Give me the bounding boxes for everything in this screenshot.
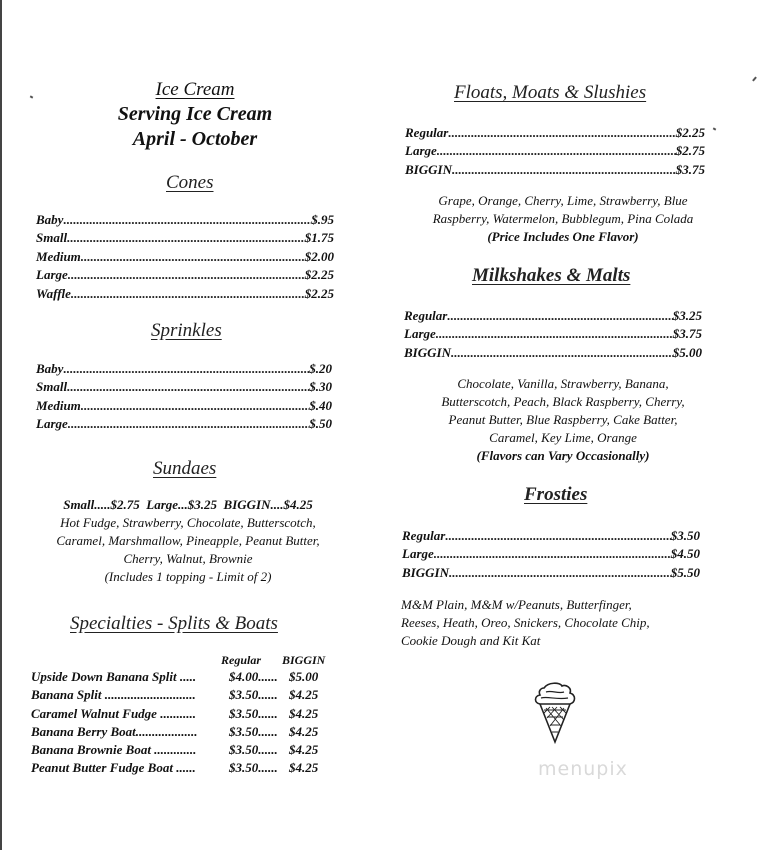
specialty-row xyxy=(31,759,361,777)
menu-title-block xyxy=(95,78,295,152)
dot-leader xyxy=(68,415,309,433)
sprinkles-price-list xyxy=(36,359,332,433)
sundaes-details xyxy=(18,496,358,586)
sundaes-sizes: Small.....$2.75 Large...$3.25 BIGGIN....$4.25 xyxy=(63,497,313,512)
frostie-row xyxy=(402,545,700,564)
menu-title: Ice Cream xyxy=(155,79,235,100)
floats-details xyxy=(398,192,728,246)
specialty-regular-price: $3.50...... xyxy=(229,705,278,721)
cone-row xyxy=(36,247,334,266)
cone-size-label: Large xyxy=(36,267,68,282)
ice-cream-cone-drawing xyxy=(530,680,582,746)
specialties-col-regular: Regular xyxy=(221,653,262,667)
dot-leader xyxy=(449,564,671,582)
frostie-size-label: Regular xyxy=(402,527,446,543)
cone-size-label: Baby xyxy=(36,211,64,227)
floats-flavors-line: Grape, Orange, Cherry, Lime, Strawberry, Blue xyxy=(438,193,688,208)
menu-season: April - October xyxy=(132,128,258,150)
cone-size-label: Medium xyxy=(36,248,81,264)
dot-leader xyxy=(437,142,676,160)
float-row xyxy=(405,142,705,161)
sprinkle-price: $.20 xyxy=(309,360,332,376)
specialty-row xyxy=(31,705,361,723)
specialty-name: Peanut Butter Fudge Boat ...... xyxy=(31,760,196,776)
frosties-mixins-line: Cookie Dough and Kit Kat xyxy=(401,633,541,648)
frosties-mixins-line: Reeses, Heath, Oreo, Snickers, Chocolate Chip, xyxy=(401,615,650,630)
frosties-details xyxy=(401,596,731,650)
specialty-regular-price: $3.50...... xyxy=(229,687,278,703)
cone-row xyxy=(36,229,334,248)
dot-leader xyxy=(447,307,672,325)
specialties-col-biggin: BIGGIN xyxy=(282,653,326,667)
milkshake-size-label: Large xyxy=(404,326,436,341)
scan-speck xyxy=(713,127,717,130)
frostie-row xyxy=(402,526,700,545)
sprinkle-size-label: Baby xyxy=(36,360,64,376)
milkshakes-flavors-line: Caramel, Key Lime, Orange xyxy=(489,430,637,445)
sundaes-toppings-line: Cherry, Walnut, Brownie xyxy=(123,551,253,566)
milkshake-price: $3.75 xyxy=(672,326,702,341)
sprinkle-price: $.30 xyxy=(309,379,332,394)
cone-row xyxy=(36,266,334,285)
sprinkle-price: $.50 xyxy=(309,416,332,431)
sundaes-toppings-line: Caramel, Marshmallow, Pineapple, Peanut Butter, xyxy=(56,533,320,548)
float-row xyxy=(405,123,705,142)
dot-leader xyxy=(451,344,673,362)
milkshakes-flavors-line: Butterscotch, Peach, Black Raspberry, Cherry, xyxy=(441,394,685,409)
cones-heading: Cones xyxy=(166,172,214,193)
dot-leader xyxy=(63,211,311,229)
frostie-size-label: BIGGIN xyxy=(402,564,449,580)
sprinkles-heading: Sprinkles xyxy=(151,320,222,341)
frosties-heading: Frosties xyxy=(524,484,588,505)
ice-cream-cone-icon xyxy=(530,680,582,746)
dot-leader xyxy=(448,124,675,142)
float-price: $3.75 xyxy=(675,161,705,177)
scan-speck xyxy=(30,95,34,98)
dot-leader xyxy=(445,527,670,545)
frosties-price-list xyxy=(402,526,700,582)
float-price: $2.75 xyxy=(675,143,705,158)
cone-row xyxy=(36,210,334,229)
sundaes-heading: Sundaes xyxy=(153,458,217,479)
dot-leader xyxy=(81,397,309,415)
floats-price-list xyxy=(405,123,705,179)
specialty-biggin-price: $4.25 xyxy=(289,760,319,776)
specialty-regular-price: $3.50...... xyxy=(229,742,278,758)
specialty-name: Banana Berry Boat................... xyxy=(31,723,198,739)
sundaes-toppings-line: Hot Fudge, Strawberry, Chocolate, Butterscotch, xyxy=(60,515,316,530)
milkshakes-heading: Milkshakes & Malts xyxy=(472,265,631,286)
specialty-regular-price: $3.50...... xyxy=(229,760,278,776)
milkshake-price: $3.25 xyxy=(672,307,702,323)
sprinkle-price: $.40 xyxy=(309,397,332,413)
milkshakes-details xyxy=(398,375,728,465)
specialty-row xyxy=(31,741,361,759)
dot-leader xyxy=(434,545,671,563)
specialty-name: Banana Brownie Boat ............. xyxy=(31,742,197,758)
cones-price-list xyxy=(36,210,334,303)
milkshakes-flavors-line: Peanut Butter, Blue Raspberry, Cake Batter, xyxy=(448,412,678,427)
specialty-name: Upside Down Banana Split ..... xyxy=(31,669,197,684)
specialty-row xyxy=(31,686,361,704)
frostie-price: $5.50 xyxy=(670,564,700,580)
float-price: $2.25 xyxy=(675,124,705,140)
dot-leader xyxy=(452,161,676,179)
floats-note: (Price Includes One Flavor) xyxy=(487,229,639,244)
specialty-biggin-price: $4.25 xyxy=(289,723,319,739)
specialty-name: Caramel Walnut Fudge ........... xyxy=(31,705,196,721)
cone-price: $1.75 xyxy=(304,230,334,245)
specialty-biggin-price: $5.00 xyxy=(289,669,319,684)
frostie-row xyxy=(402,563,700,582)
menupix-watermark: menupix xyxy=(538,758,628,780)
specialty-name: Banana Split ............................ xyxy=(31,687,196,703)
specialty-biggin-price: $4.25 xyxy=(289,687,319,703)
milkshake-price: $5.00 xyxy=(672,344,702,360)
sprinkle-size-label: Small xyxy=(36,379,68,394)
sprinkle-row xyxy=(36,359,332,378)
cone-row xyxy=(36,284,334,303)
milkshake-row xyxy=(404,343,702,362)
specialty-regular-price: $4.00...... xyxy=(229,669,278,684)
frostie-price: $4.50 xyxy=(670,546,700,561)
cone-price: $2.00 xyxy=(304,248,334,264)
specialty-biggin-price: $4.25 xyxy=(289,742,319,758)
scan-speck xyxy=(752,76,757,81)
sprinkle-size-label: Medium xyxy=(36,397,81,413)
milkshake-size-label: Regular xyxy=(404,307,448,323)
specialty-row xyxy=(31,723,361,741)
specialties-heading: Specialties - Splits & Boats xyxy=(70,613,278,634)
specialties-list xyxy=(31,668,361,778)
sprinkle-row xyxy=(36,396,332,415)
sprinkle-size-label: Large xyxy=(36,416,68,431)
sprinkle-row xyxy=(36,378,332,397)
float-size-label: Regular xyxy=(405,124,449,140)
dot-leader xyxy=(63,360,309,378)
dot-leader xyxy=(67,229,305,247)
specialty-row xyxy=(31,668,361,686)
milkshakes-price-list xyxy=(404,306,702,362)
page-edge xyxy=(0,0,2,850)
sprinkle-row xyxy=(36,415,332,434)
milkshakes-note: (Flavors can Vary Occasionally) xyxy=(476,448,650,463)
cone-price: $2.25 xyxy=(304,285,334,301)
floats-flavors-line: Raspberry, Watermelon, Bubblegum, Pina Colada xyxy=(432,211,694,226)
specialty-regular-price: $3.50...... xyxy=(229,723,278,739)
milkshake-size-label: BIGGIN xyxy=(404,344,451,360)
float-row xyxy=(405,160,705,179)
dot-leader xyxy=(436,325,673,343)
frostie-price: $3.50 xyxy=(670,527,700,543)
milkshake-row xyxy=(404,325,702,344)
cone-price: $.95 xyxy=(311,211,334,227)
dot-leader xyxy=(81,248,305,266)
floats-heading: Floats, Moats & Slushies xyxy=(454,82,647,103)
specialty-biggin-price: $4.25 xyxy=(289,705,319,721)
sundaes-note: (Includes 1 topping - Limit of 2) xyxy=(104,569,272,584)
dot-leader xyxy=(71,285,305,303)
dot-leader xyxy=(68,266,305,284)
frosties-mixins-line: M&M Plain, M&M w/Peanuts, Butterfinger, xyxy=(401,597,632,612)
milkshake-row xyxy=(404,306,702,325)
frostie-size-label: Large xyxy=(402,546,434,561)
menu-subtitle: Serving Ice Cream xyxy=(117,103,273,125)
cone-size-label: Waffle xyxy=(36,285,71,301)
cone-size-label: Small xyxy=(36,230,68,245)
float-size-label: BIGGIN xyxy=(405,161,452,177)
dot-leader xyxy=(67,378,309,396)
float-size-label: Large xyxy=(405,143,437,158)
cone-price: $2.25 xyxy=(304,267,334,282)
milkshakes-flavors-line: Chocolate, Vanilla, Strawberry, Banana, xyxy=(457,376,669,391)
